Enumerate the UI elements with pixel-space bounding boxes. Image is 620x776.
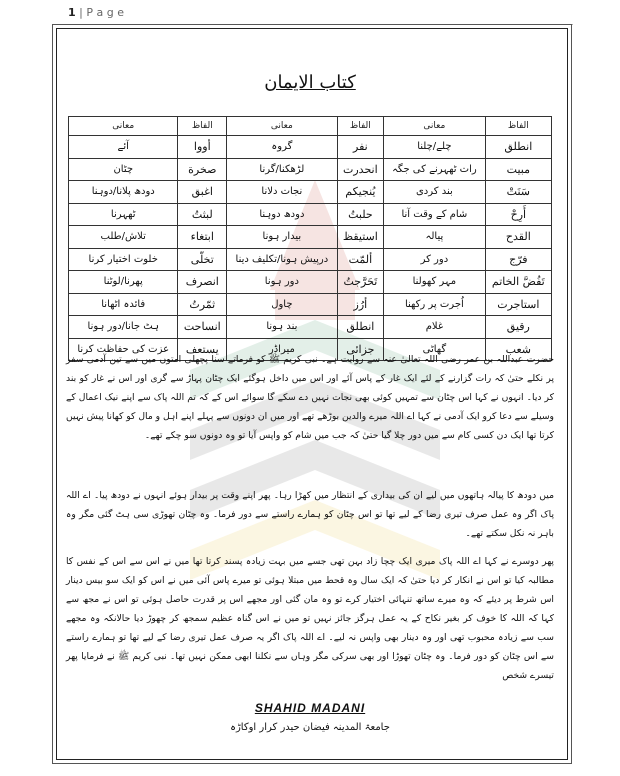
- column-header: الفاظ: [337, 117, 383, 136]
- word-cell: ثمّرتُ: [178, 293, 227, 316]
- table-row: [69, 136, 552, 159]
- meaning-cell: گھاٹی: [384, 338, 486, 361]
- page-label: P a g e: [86, 6, 124, 19]
- column-header: معانی: [384, 117, 486, 136]
- meaning-cell: شام کے وقت آنا: [384, 203, 486, 226]
- meaning-cell: ہٹ جانا/دور ہونا: [69, 316, 178, 339]
- word-cell: استيقظ: [337, 226, 383, 249]
- word-cell: صخرة: [178, 158, 227, 181]
- word-cell: يستعف: [178, 338, 227, 361]
- meaning-cell: بیدار ہونا: [227, 226, 338, 249]
- word-cell: ألمّت: [337, 248, 383, 271]
- meaning-cell: اُجرت پر رکھنا: [384, 293, 486, 316]
- word-cell: أَرِحْ: [485, 203, 551, 226]
- word-cell: القدح: [485, 226, 551, 249]
- word-cell: استاجرت: [485, 293, 551, 316]
- meaning-cell: دور کر: [384, 248, 486, 271]
- meaning-cell: رات ٹھہرنے کی جگہ: [384, 158, 486, 181]
- word-cell: ابتغاء: [178, 226, 227, 249]
- word-cell: انطلق: [485, 136, 551, 159]
- meaning-cell: گروہ: [227, 136, 338, 159]
- word-cell: حلبتُ: [337, 203, 383, 226]
- institution-name: جامعۃ المدینہ فیضان حیدر کرار اوکاڑہ: [230, 722, 390, 733]
- paragraph-story-intro: حضرت عبداللہ بن عمر رضی اللہ تعالیٰ عنہ سے روایت ہے۔ نبی کریم ﷺ کو فرماتے سنا پچھلی امتوں میں سے تین آدمی سفر پر نکلے حتیٰ کہ رات گزارنے کے لئے ایک غار کے پاس آئے اور اس میں داخل ہوگئے ایک چٹان پہاڑ سے گری اور اس نے غار کو بند کر دیا۔ انہوں نے کہا اس چٹان سے تمہیں کوئی بھی نجات نہیں دے سکے گا سوائے اس کے کہ تم اللہ پاک سے اپنے نیک اعمال کے وسیلے سے دعا کرو ایک آدمی نے کہا اے اللہ میرے والدین بوڑھے تھے اور میں ان دونوں سے پہلے اپنے اہل و مال کو کھانا پیش نہیں کرتا تھا ایک دن کسی کام سے میں دور چلا گیا حتیٰ کہ جب میں شام کو واپس آیا تو وہ دونوں سو چکے تھے۔: [66, 354, 554, 441]
- word-cell: جزائی: [337, 338, 383, 361]
- page-header: 1 | P a g e: [68, 6, 573, 25]
- meaning-cell: فائدہ اٹھانا: [69, 293, 178, 316]
- table-row: [69, 226, 552, 249]
- word-cell: نفر: [337, 136, 383, 159]
- word-cell: أرُز: [337, 293, 383, 316]
- page-title: کتاب الایمان: [264, 72, 356, 93]
- page-number: 1: [68, 6, 76, 19]
- meaning-cell: نجات دلانا: [227, 181, 338, 204]
- table-row: [69, 203, 552, 226]
- meaning-cell: عزت کی حفاظت کرنا: [69, 338, 178, 361]
- table-row: [69, 181, 552, 204]
- meaning-cell: ٹھہرنا: [69, 203, 178, 226]
- word-cell: لبثتُ: [178, 203, 227, 226]
- meaning-cell: غلام: [384, 316, 486, 339]
- table-row: [69, 316, 552, 339]
- table-header-row: [69, 117, 552, 136]
- meaning-cell: خلوت اختیار کرنا: [69, 248, 178, 271]
- word-cell: رقيق: [485, 316, 551, 339]
- meaning-cell: تلاش/طلب: [69, 226, 178, 249]
- word-cell: انصرف: [178, 271, 227, 294]
- meaning-cell: چاول: [227, 293, 338, 316]
- table-row: [69, 158, 552, 181]
- meaning-cell: آئے: [69, 136, 178, 159]
- word-cell: تخلّى: [178, 248, 227, 271]
- meaning-cell: چٹان: [69, 158, 178, 181]
- word-cell: أووا: [178, 136, 227, 159]
- meaning-cell: پھرنا/لوٹنا: [69, 271, 178, 294]
- word-cell: انحدرت: [337, 158, 383, 181]
- column-header: معانی: [69, 117, 178, 136]
- word-cell: انساحت: [178, 316, 227, 339]
- table-row: [69, 293, 552, 316]
- word-cell: انطلق: [337, 316, 383, 339]
- author-signature: SHAHID MADANI: [254, 701, 366, 715]
- meaning-cell: میراڈر: [227, 338, 338, 361]
- meaning-cell: مہر کھولنا: [384, 271, 486, 294]
- word-cell: سَنَتْ: [485, 181, 551, 204]
- table-row: [69, 271, 552, 294]
- column-header: معانی: [227, 117, 338, 136]
- meaning-cell: لڑھکنا/گرنا: [227, 158, 338, 181]
- word-cell: تَفُضَّ الخاتم: [485, 271, 551, 294]
- vocabulary-table: [68, 116, 552, 361]
- word-cell: اغبق: [178, 181, 227, 204]
- table-row: [69, 248, 552, 271]
- meaning-cell: بند ہونا: [227, 316, 338, 339]
- meaning-cell: دور ہونا: [227, 271, 338, 294]
- column-header: الفاظ: [485, 117, 551, 136]
- meaning-cell: دودھ پلانا/دوہنا: [69, 181, 178, 204]
- column-header: الفاظ: [178, 117, 227, 136]
- meaning-cell: درپیش ہونا/تکلیف دینا: [227, 248, 338, 271]
- word-cell: مبیت: [485, 158, 551, 181]
- meaning-cell: چلے/چلنا: [384, 136, 486, 159]
- meaning-cell: دودھ دوہنا: [227, 203, 338, 226]
- paragraph-first-man: میں دودھ کا پیالہ ہاتھوں میں لیے ان کی بیداری کے انتظار میں کھڑا رہا۔ پھر اپنے وقت پر بیدار ہوئے انہوں نے دودھ پیا۔ اے اللہ پاک اگر وہ عمل صرف تیری رضا کے لیے تھا تو اس چٹان کو ہمارے راستے سے دور فرما۔ وہ چٹان تھوڑی سی ہٹ گئی مگر وہ باہر نہ نکل سکتے تھے۔: [66, 490, 554, 539]
- meaning-cell: بند کردی: [384, 181, 486, 204]
- word-cell: فرّج: [485, 248, 551, 271]
- meaning-cell: پیالہ: [384, 226, 486, 249]
- word-cell: تَحَرَّجتُ: [337, 271, 383, 294]
- word-cell: شعب: [485, 338, 551, 361]
- paragraph-second-man: پھر دوسرے نے کہا اے اللہ پاک میری ایک چچا زاد بہن تھی جسے میں بہت زیادہ پسند کرتا تھا میں نے اس سے اس کے نفس کا مطالبہ کیا تو اس نے انکار کر دیا حتیٰ کہ ایک سال وہ قحط میں مبتلا ہوئی تو میرے پاس آئی میں نے اس کو ایک سو بیس دینار اس شرط پر دیئے کہ وہ میرے ساتھ تنہائی اختیار کرے تو وہ مان گئی اور مجھے اس پر قدرت حاصل ہوئی تو اس نے مجھ سے کہا کہ اللہ کا خوف کر بغیر نکاح کے یہ عمل ہرگز جائز نہیں تو میں نے اس گناہ عظیم سمجھ کر چھوڑ دیا حالانکہ وہ مجھے سب سے زیادہ محبوب تھی اور وہ دینار بھی واپس نہ لیے۔ اے اللہ پاک اگر یہ صرف عمل تیری رضا کے لیے تھا تو ہمارے راستے سے اس چٹان کو دور فرما۔ وہ چٹان تھوڑا اور بھی سرکی مگر وہاں سے نکلنا ابھی ممکن نہیں تھا۔ نبی کریم ﷺ نے فرمایا پھر تیسرے شخص: [66, 556, 554, 681]
- word-cell: يُنجيكم: [337, 181, 383, 204]
